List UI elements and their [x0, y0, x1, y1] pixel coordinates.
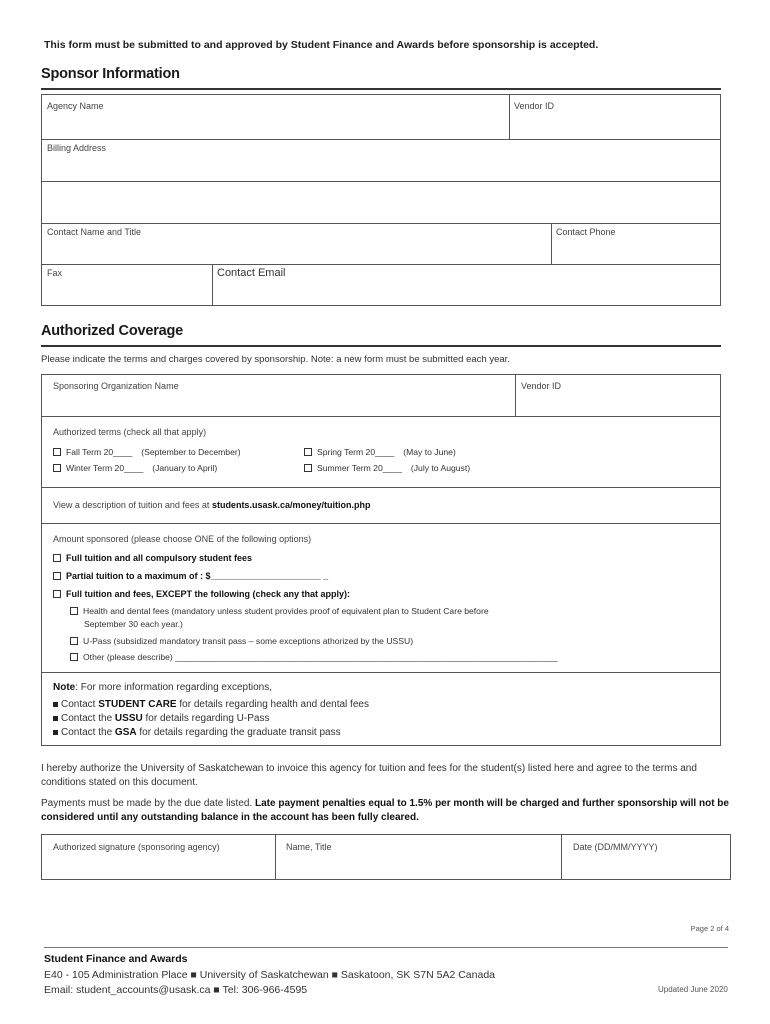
- fax-field[interactable]: Fax: [47, 268, 63, 278]
- contact-ussu: Contact the USSU for details regarding U-Pass: [53, 713, 269, 724]
- note: Note: For more information regarding exceptions,: [53, 682, 272, 693]
- checkbox-icon[interactable]: [53, 554, 61, 562]
- sponsor-table: [41, 94, 721, 306]
- payment-terms: Payments must be made by the due date listed. Late payment penalties equal to 1.5% per month will be charged and further sponsorship will not be considered until any outstanding balance in the account has been fully cleared.: [41, 798, 729, 823]
- coverage-rule: [41, 345, 721, 347]
- authorization-statement: I hereby authorize the University of Saskatchewan to invoice this agency for tuition and fees for the student(s) listed here and agree to the terms and conditions stated on this document.: [41, 763, 697, 788]
- checkbox-icon[interactable]: [53, 464, 61, 472]
- updated-date: Updated June 2020: [658, 985, 728, 994]
- org-name-field[interactable]: Sponsoring Organization Name: [53, 381, 179, 391]
- vendor-id-field[interactable]: Vendor ID: [514, 101, 555, 111]
- checkbox-icon[interactable]: [70, 653, 78, 661]
- agency-name-field[interactable]: Agency Name: [47, 101, 104, 111]
- contact-email-field[interactable]: Contact Email: [217, 267, 286, 279]
- option-partial-tuition[interactable]: Partial tuition to a maximum of : $______________________ _: [53, 571, 328, 581]
- except-health-dental[interactable]: Health and dental fees (mandatory unless student provides proof of equivalent plan to Student Care before: [70, 606, 489, 616]
- footer-contact: Email: student_accounts@usask.ca ■ Tel: 306-966-4595: [44, 984, 308, 996]
- coverage-heading: Authorized Coverage: [41, 323, 184, 339]
- terms-label: Authorized terms (check all that apply): [53, 427, 207, 437]
- term-winter[interactable]: Winter Term 20____ (January to April): [53, 463, 217, 473]
- except-health-dental-cont: September 30 each year.): [84, 619, 183, 629]
- term-spring[interactable]: Spring Term 20____ (May to June): [304, 447, 456, 457]
- checkbox-icon[interactable]: [53, 448, 61, 456]
- sponsor-heading: Sponsor Information: [41, 66, 180, 82]
- except-other[interactable]: Other (please describe) ________________________________________________________________________________: [70, 652, 558, 662]
- term-summer[interactable]: Summer Term 20____ (July to August): [304, 463, 470, 473]
- date-field[interactable]: Date (DD/MM/YYYY): [573, 842, 658, 852]
- checkbox-icon[interactable]: [53, 572, 61, 580]
- tuition-link[interactable]: students.usask.ca/money/tuition.php: [211, 500, 371, 510]
- checkbox-icon[interactable]: [53, 590, 61, 598]
- footer-address: E40 - 105 Administration Place ■ University of Saskatchewan ■ Saskatoon, SK S7N 5A2 Canada: [44, 969, 496, 981]
- bullet-icon: [53, 702, 58, 707]
- term-fall[interactable]: Fall Term 20____ (September to December): [53, 447, 241, 457]
- option-except[interactable]: Full tuition and fees, EXCEPT the following (check any that apply):: [53, 589, 350, 599]
- coverage-intro: Please indicate the terms and charges covered by sponsorship. Note: a new form must be submitted each year.: [41, 354, 510, 365]
- submission-notice: This form must be submitted to and approved by Student Finance and Awards before sponsorship is accepted.: [44, 39, 599, 51]
- footer-rule: [44, 947, 728, 948]
- amount-label: Amount sponsored (please choose ONE of the following options): [53, 534, 312, 544]
- tuition-info: View a description of tuition and fees at students.usask.ca/money/tuition.php: [53, 500, 371, 510]
- coverage-vendor-id-field[interactable]: Vendor ID: [521, 381, 562, 391]
- signature-field[interactable]: Authorized signature (sponsoring agency): [53, 842, 220, 852]
- checkbox-icon[interactable]: [70, 637, 78, 645]
- bullet-icon: [53, 716, 58, 721]
- except-upass[interactable]: U-Pass (subsidized mandatory transit pass – some exceptions athorized by the USSU): [70, 636, 413, 646]
- billing-address-line2[interactable]: [42, 182, 720, 222]
- name-title-field[interactable]: Name, Title: [286, 842, 332, 852]
- bullet-icon: [53, 730, 58, 735]
- contact-phone-field[interactable]: Contact Phone: [556, 227, 616, 237]
- checkbox-icon[interactable]: [70, 607, 78, 615]
- contact-student-care: Contact STUDENT CARE for details regarding health and dental fees: [53, 699, 369, 710]
- contact-gsa: Contact the GSA for details regarding the graduate transit pass: [53, 727, 341, 738]
- signature-table: [41, 834, 731, 880]
- checkbox-icon[interactable]: [304, 464, 312, 472]
- option-full-tuition[interactable]: Full tuition and all compulsory student fees: [53, 553, 252, 563]
- billing-address-field[interactable]: Billing Address: [47, 143, 107, 153]
- coverage-table: [41, 374, 721, 746]
- sponsor-rule: [41, 88, 721, 90]
- footer-org: Student Finance and Awards: [44, 953, 188, 965]
- checkbox-icon[interactable]: [304, 448, 312, 456]
- page-number: Page 2 of 4: [690, 924, 729, 933]
- contact-name-field[interactable]: Contact Name and Title: [47, 227, 142, 237]
